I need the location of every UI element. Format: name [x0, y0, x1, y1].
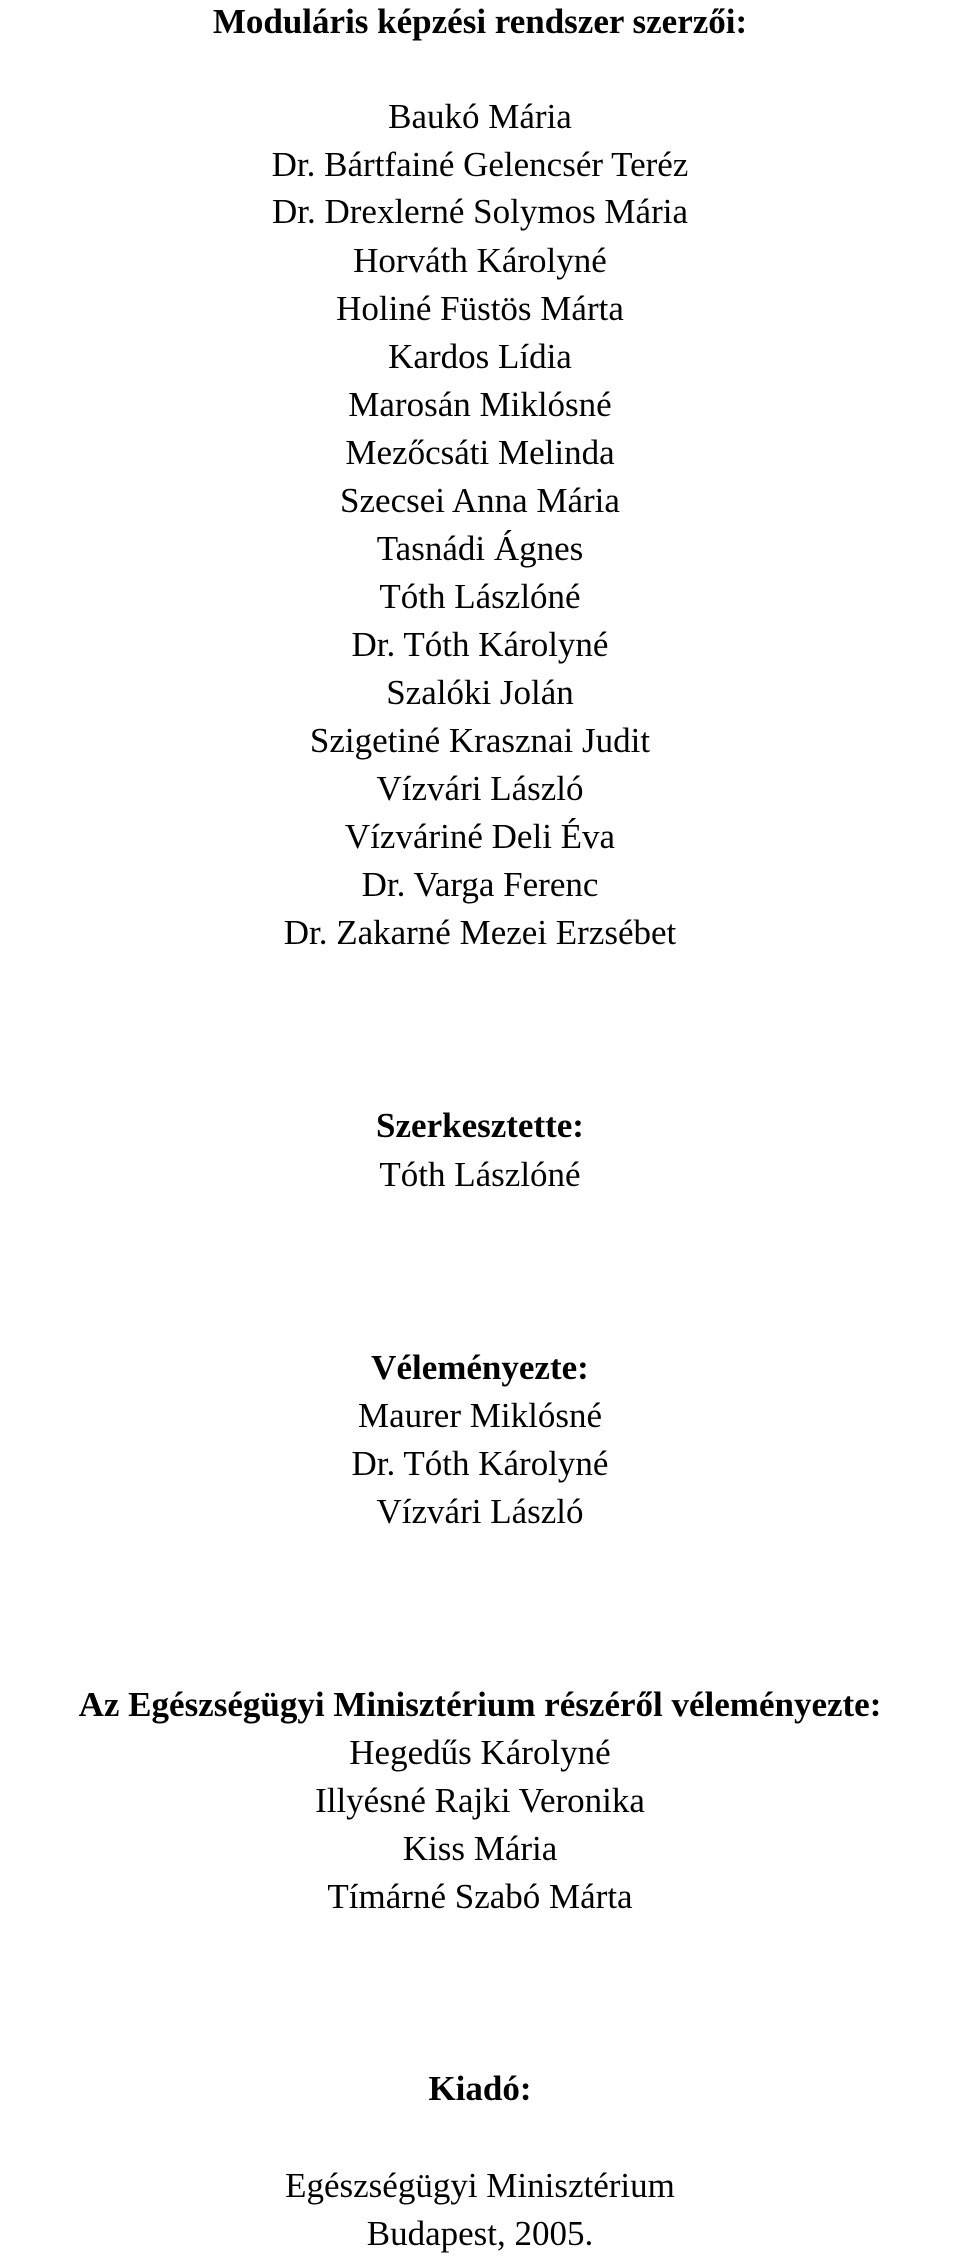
- author-name: Dr. Varga Ferenc: [361, 865, 599, 904]
- author-name: Dr. Drexlerné Solymos Mária: [271, 192, 689, 231]
- author-name: Holiné Füstös Márta: [336, 289, 624, 328]
- author-name: Szigetiné Krasznai Judit: [309, 721, 651, 760]
- author-name: Marosán Miklósné: [348, 385, 612, 424]
- ministry-reviewer-name: Tímárné Szabó Márta: [327, 1877, 633, 1916]
- ministry-reviewers-heading: Az Egészségügyi Minisztérium részéről véleményezte:: [78, 1685, 882, 1724]
- ministry-reviewer-name: Kiss Mária: [402, 1829, 558, 1868]
- editor-name: Tóth Lászlóné: [379, 1155, 581, 1194]
- author-name: Mezőcsáti Melinda: [345, 433, 615, 472]
- author-name: Szecsei Anna Mária: [340, 481, 620, 520]
- editor-heading: Szerkesztette:: [376, 1106, 584, 1145]
- author-name: Tóth Lászlóné: [379, 577, 581, 616]
- publication-place-date: Budapest, 2005.: [366, 2214, 594, 2253]
- author-name: Dr. Bártfainé Gelencsér Teréz: [271, 145, 689, 184]
- publisher-name: Egészségügyi Minisztérium: [285, 2166, 675, 2205]
- reviewer-name: Maurer Miklósné: [358, 1396, 602, 1435]
- author-name: Horváth Károlyné: [353, 241, 607, 280]
- authors-heading: Moduláris képzési rendszer szerzői:: [212, 2, 748, 41]
- reviewer-name: Dr. Tóth Károlyné: [351, 1444, 609, 1483]
- reviewer-name: Vízvári László: [376, 1492, 584, 1531]
- author-name: Dr. Tóth Károlyné: [351, 625, 609, 664]
- author-name: Kardos Lídia: [388, 337, 572, 376]
- publisher-heading: Kiadó:: [428, 2069, 532, 2108]
- author-name: Vízvári László: [376, 769, 584, 808]
- author-name: Dr. Zakarné Mezei Erzsébet: [283, 913, 677, 952]
- ministry-reviewer-name: Hegedűs Károlyné: [349, 1733, 611, 1772]
- author-name: Szalóki Jolán: [386, 673, 574, 712]
- ministry-reviewer-name: Illyésné Rajki Veronika: [315, 1781, 645, 1820]
- reviewers-heading: Véleményezte:: [371, 1348, 589, 1387]
- author-name: Tasnádi Ágnes: [376, 529, 584, 568]
- author-name: Baukó Mária: [388, 97, 572, 136]
- author-name: Vízváriné Deli Éva: [344, 817, 616, 856]
